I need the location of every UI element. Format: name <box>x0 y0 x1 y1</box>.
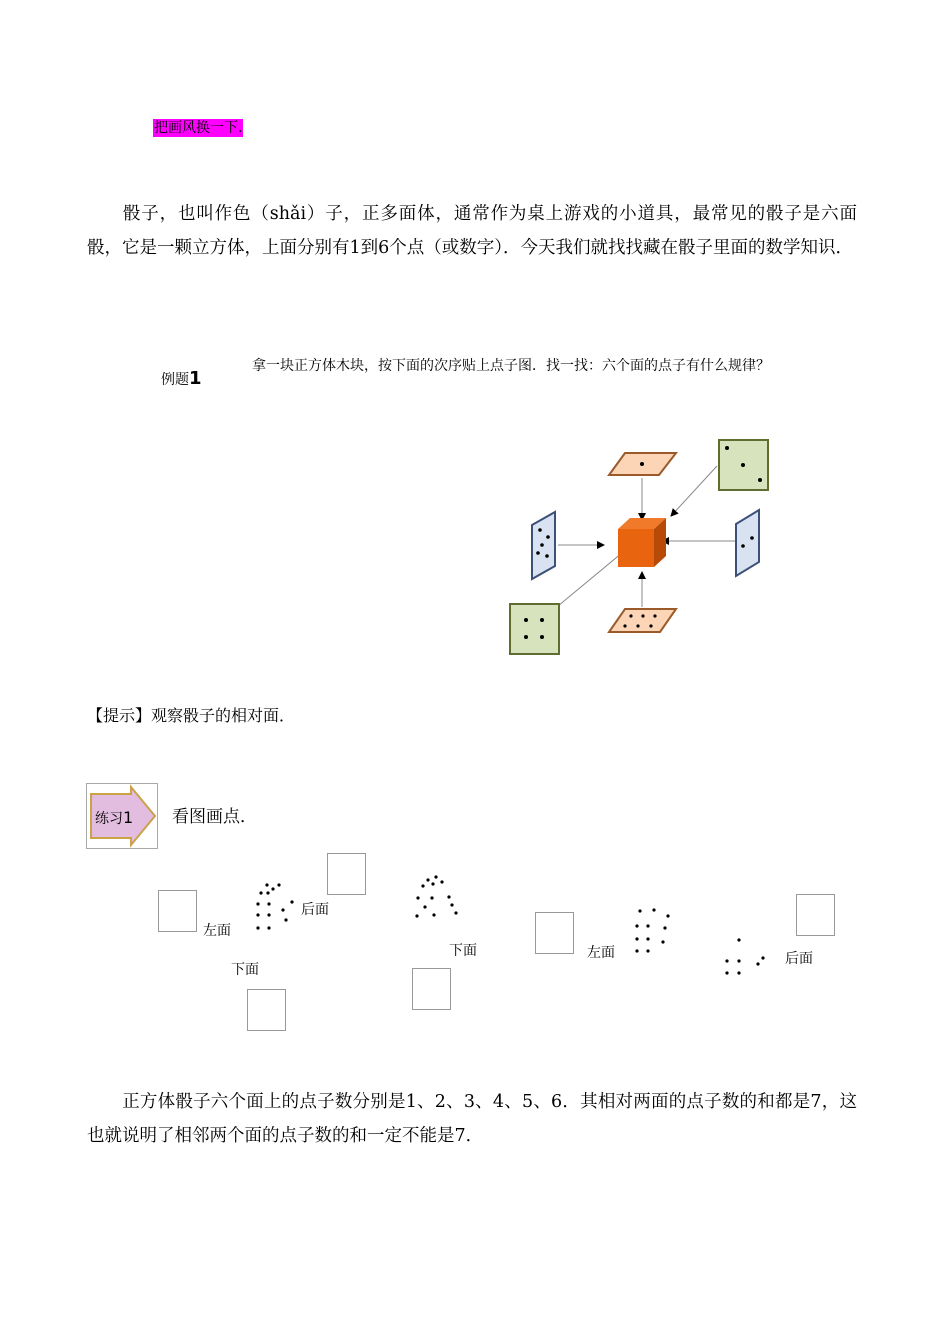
example-label: 例题1 <box>161 368 202 389</box>
dot <box>761 956 764 959</box>
dot <box>652 908 655 911</box>
dot <box>256 926 259 929</box>
example-text: 拿一块正方体木块，按下面的次序贴上点子图．找一找：六个面的点子有什么规律？ <box>252 358 770 374</box>
label-left-face-2: 左面 <box>587 945 615 961</box>
dot <box>430 896 433 899</box>
dot <box>426 878 429 881</box>
dot <box>635 924 638 927</box>
practice-badge-label: 练习1 <box>95 808 134 827</box>
dot <box>290 900 293 903</box>
conclusion-paragraph: 正方体骰子六个面上的点子数分别是1、2、3、4、5、6．其相对两面的点子数的和都是7，这也就说明了相邻两个面的点子数的和一定不能是7． <box>87 1092 857 1146</box>
practice-instruction: 看图画点． <box>172 807 257 827</box>
label-bottom-face: 下面 <box>231 962 259 978</box>
label-left-face: 左面 <box>203 923 231 939</box>
dot <box>447 895 450 898</box>
dot <box>725 959 728 962</box>
dot <box>259 891 262 894</box>
dot <box>434 875 437 878</box>
dot <box>661 940 664 943</box>
dot <box>267 913 270 916</box>
dot <box>646 949 649 952</box>
dot <box>267 902 270 905</box>
dot <box>635 937 638 940</box>
label-bottom-face-2: 下面 <box>449 943 477 959</box>
dice-dots-figure-3 <box>635 908 669 952</box>
dot <box>415 914 418 917</box>
dot <box>635 949 638 952</box>
dot <box>265 883 268 886</box>
dot <box>421 884 424 887</box>
dot <box>454 911 457 914</box>
dot <box>666 914 669 917</box>
dot <box>256 913 259 916</box>
dot <box>267 926 270 929</box>
intro-paragraph: 骰子，也叫作色（shǎi）子，正多面体，通常作为桌上游戏的小道具，最常见的骰子是六面骰，它是一颗立方体，上面分别有1到6个点（或数字）．今天我们就找找藏在骰子里面的数学知识． <box>87 204 857 258</box>
hint-text: 【提示】观察骰子的相对面． <box>87 706 296 725</box>
dot <box>281 908 284 911</box>
dot <box>646 924 649 927</box>
dot <box>756 962 759 965</box>
dot <box>725 971 728 974</box>
dot <box>284 918 287 921</box>
dot <box>277 883 280 886</box>
dot <box>271 887 274 890</box>
dot <box>737 938 740 941</box>
dot <box>256 902 259 905</box>
dice-dots-figure-4 <box>725 938 764 974</box>
dot <box>646 937 649 940</box>
dot <box>423 905 426 908</box>
dot <box>266 891 269 894</box>
dot <box>440 880 443 883</box>
dot <box>737 959 740 962</box>
dot <box>663 926 666 929</box>
highlighted-note: 把画风换一下. <box>154 120 243 136</box>
dot <box>432 913 435 916</box>
dice-dots-figure-2 <box>415 875 457 917</box>
label-back-face-2: 后面 <box>785 951 813 967</box>
dot <box>450 903 453 906</box>
dot <box>638 909 641 912</box>
dot <box>737 971 740 974</box>
label-back-face: 后面 <box>301 902 329 918</box>
dot <box>416 896 419 899</box>
dot <box>431 882 434 885</box>
dice-dots-figure-1 <box>256 883 293 929</box>
